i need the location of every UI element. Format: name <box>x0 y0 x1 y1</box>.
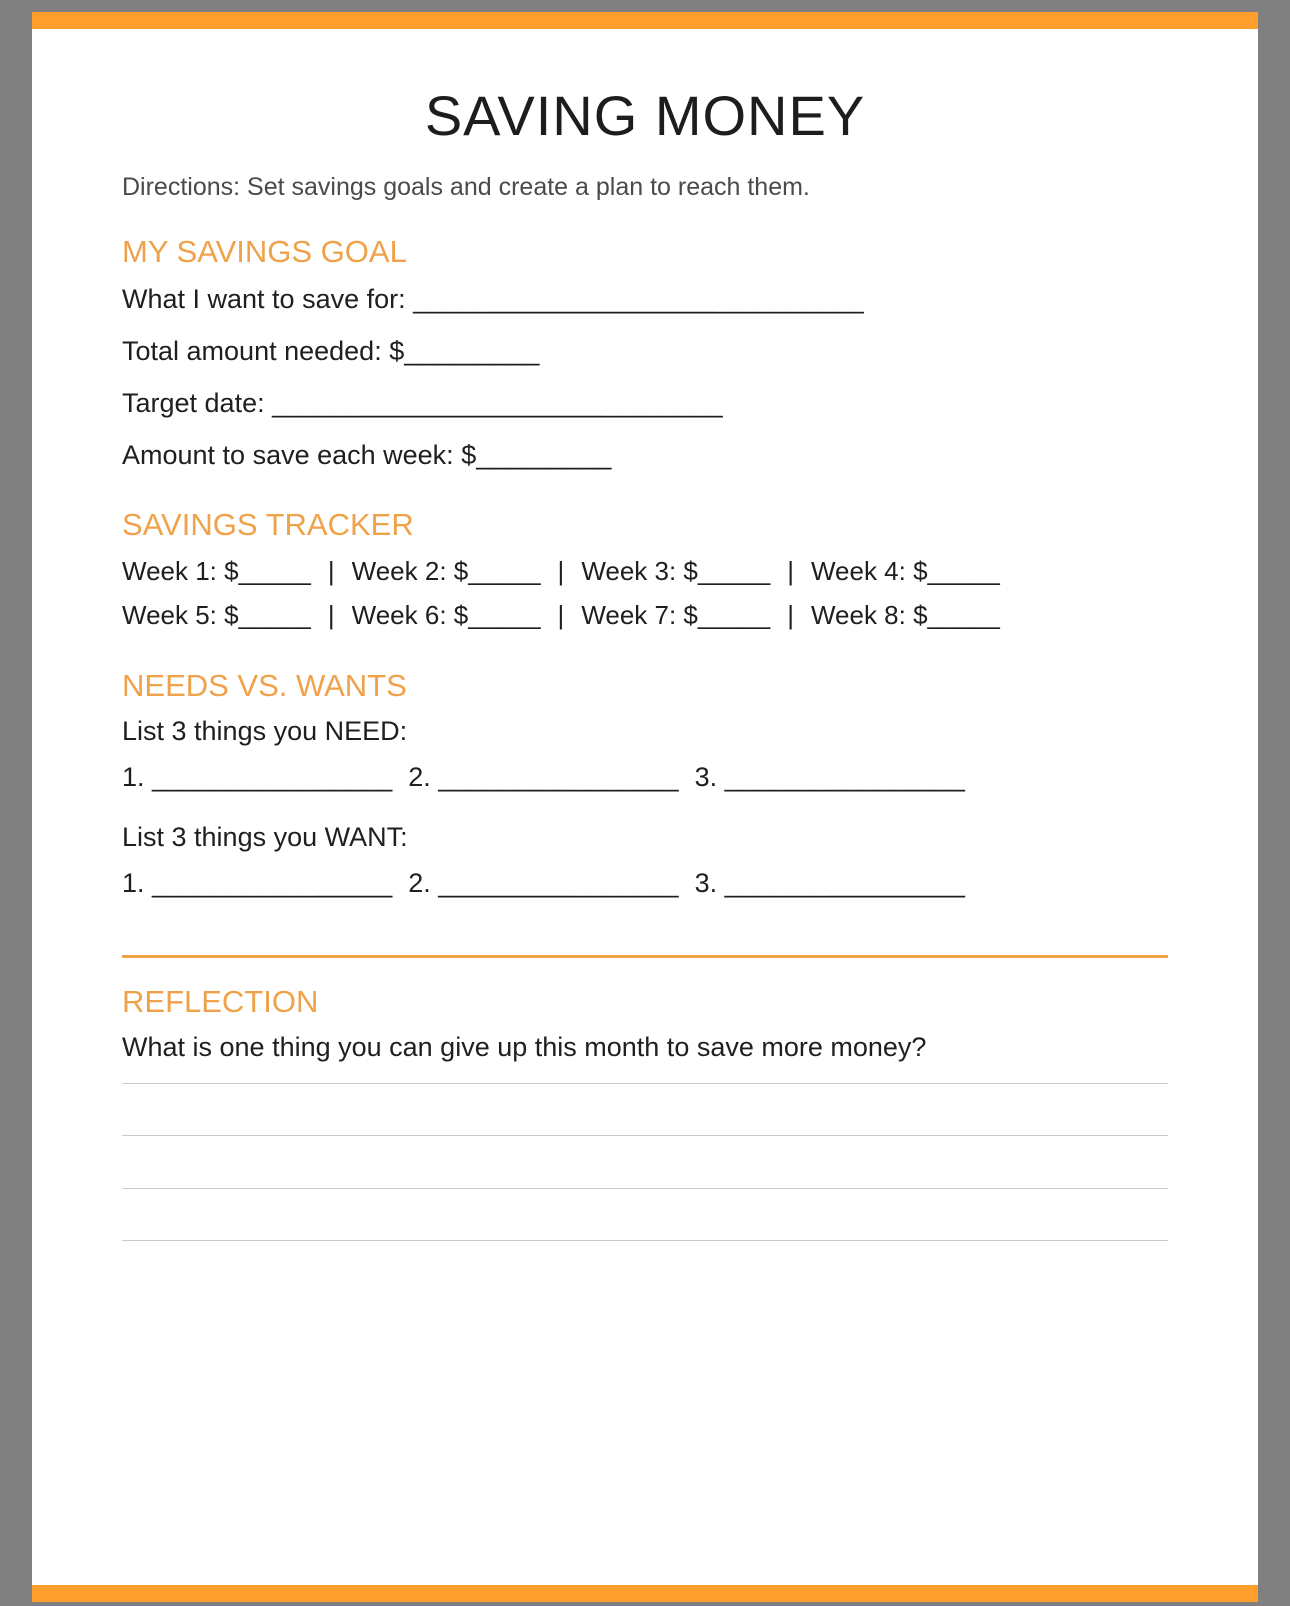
week-6-field: Week 6: $_____ <box>351 600 541 630</box>
need-item-3: 3. ________________ <box>694 762 965 792</box>
worksheet-page <box>32 12 1258 1602</box>
savings-tracker-heading: SAVINGS TRACKER <box>122 507 414 542</box>
week-4-field: Week 4: $_____ <box>810 556 1000 586</box>
week-2-field: Week 2: $_____ <box>351 556 541 586</box>
answer-line <box>122 1083 1168 1084</box>
week-5-field: Week 5: $_____ <box>122 600 311 630</box>
save-for-field: What I want to save for: ______________________________ <box>122 284 864 314</box>
needs-wants-heading: NEEDS VS. WANTS <box>122 668 407 703</box>
tracker-row-2 <box>122 598 1000 632</box>
bottom-accent-bar <box>32 1585 1258 1602</box>
separator: | <box>327 600 335 630</box>
total-amount-field: Total amount needed: $_________ <box>122 336 540 366</box>
want-item-3: 3. ________________ <box>694 868 965 898</box>
answer-line <box>122 1240 1168 1241</box>
need-item-2: 2. ________________ <box>408 762 679 792</box>
answer-line <box>122 1135 1168 1136</box>
separator: | <box>787 600 794 630</box>
want-item-2: 2. ________________ <box>408 868 679 898</box>
directions-text: Directions: Set savings goals and create a plan to reach them. <box>122 173 810 201</box>
separator: | <box>327 556 335 586</box>
top-accent-bar <box>32 12 1258 29</box>
answer-line <box>122 1188 1168 1189</box>
want-item-1: 1. ________________ <box>122 868 393 898</box>
reflection-heading: REFLECTION <box>122 984 319 1019</box>
separator: | <box>557 600 565 630</box>
needs-list <box>122 760 981 794</box>
weekly-amount-field: Amount to save each week: $_________ <box>122 440 612 470</box>
week-8-field: Week 8: $_____ <box>810 600 1000 630</box>
page-title: SAVING MONEY <box>424 84 866 147</box>
target-date-field: Target date: ______________________________ <box>122 388 723 418</box>
needs-prompt: List 3 things you NEED: <box>122 716 408 746</box>
week-3-field: Week 3: $_____ <box>581 556 771 586</box>
separator: | <box>787 556 794 586</box>
week-1-field: Week 1: $_____ <box>122 556 311 586</box>
separator: | <box>557 556 565 586</box>
reflection-question: What is one thing you can give up this month to save more money? <box>122 1032 927 1062</box>
section-divider <box>122 955 1168 958</box>
need-item-1: 1. ________________ <box>122 762 393 792</box>
wants-list <box>122 866 981 900</box>
wants-prompt: List 3 things you WANT: <box>122 822 408 852</box>
savings-goal-heading: MY SAVINGS GOAL <box>122 234 407 269</box>
week-7-field: Week 7: $_____ <box>581 600 771 630</box>
tracker-row-1 <box>122 554 1000 588</box>
